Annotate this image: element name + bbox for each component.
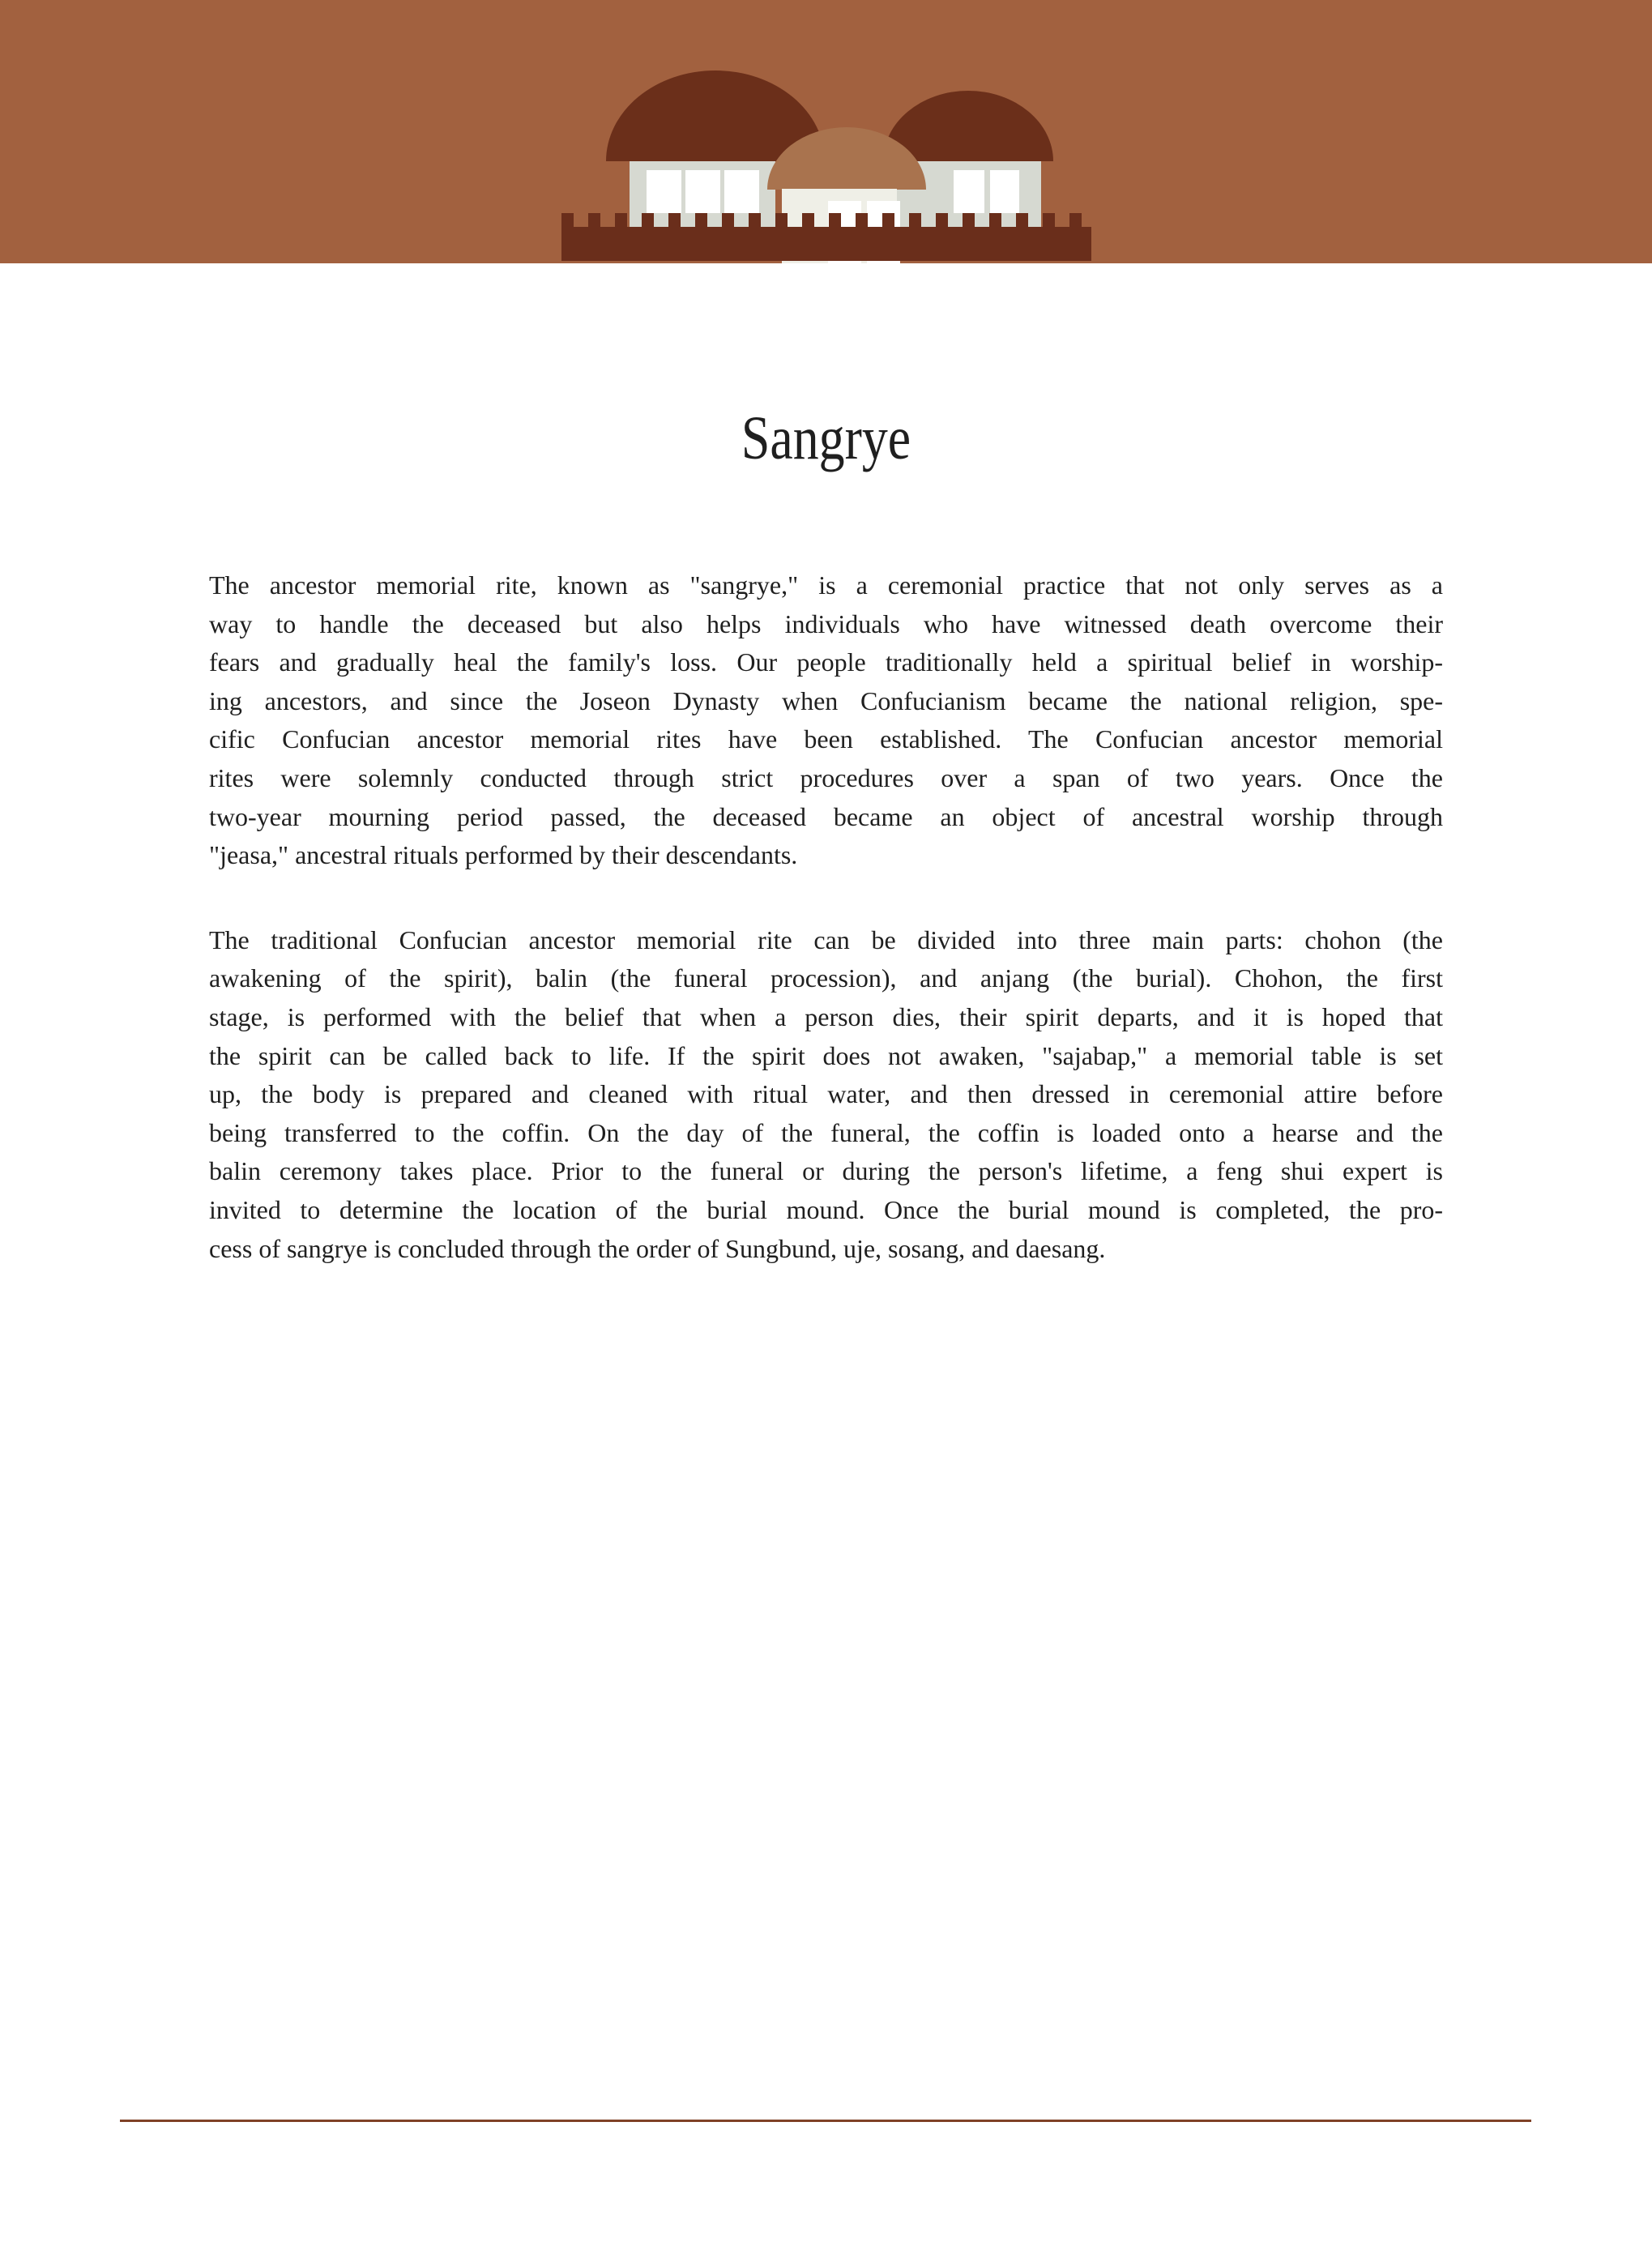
body-paragraph-1 bbox=[209, 566, 1443, 875]
text-line: invited to determine the location of the burial mound. Once the burial mound is completed, the pro- bbox=[209, 1194, 1443, 1224]
text-line: two-year mourning period passed, the deceased became an object of ancestral worship through bbox=[209, 801, 1443, 831]
text-line: up, the body is prepared and cleaned with ritual water, and then dressed in ceremonial attire before bbox=[209, 1079, 1443, 1109]
body-paragraph-2 bbox=[209, 921, 1443, 1268]
text-line: balin ceremony takes place. Prior to the funeral or during the person's lifetime, a feng shui expert is bbox=[209, 1156, 1443, 1186]
text-line: the spirit can be called back to life. If the spirit does not awaken, "sajabap," a memorial table is set bbox=[209, 1040, 1443, 1070]
text-line: being transferred to the coffin. On the day of the funeral, the coffin is loaded onto a hearse and the bbox=[209, 1117, 1443, 1147]
text-line: cess of sangrye is concluded through the order of Sungbund, uje, sosang, and daesang. bbox=[209, 1233, 1106, 1263]
footer-divider bbox=[120, 2120, 1531, 2122]
article bbox=[209, 263, 1443, 1268]
hanok-village-illustration bbox=[559, 43, 1094, 263]
rampart-wall bbox=[561, 213, 1091, 261]
text-line: cific Confucian ancestor memorial rites have been established. The Confucian ancestor memorial bbox=[209, 724, 1443, 754]
header-banner bbox=[0, 0, 1652, 263]
text-line: awakening of the spirit), balin (the funeral procession), and anjang (the burial). Chohon, the first bbox=[209, 963, 1443, 993]
text-line: rites were solemnly conducted through strict procedures over a span of two years. Once the bbox=[209, 762, 1443, 792]
text-line: The ancestor memorial rite, known as "sangrye," is a ceremonial practice that not only serves as a bbox=[209, 570, 1443, 600]
page-title-text: Sangrye bbox=[741, 404, 911, 472]
text-line: "jeasa," ancestral rituals performed by their descendants. bbox=[209, 840, 798, 870]
text-line: way to handle the deceased but also helps individuals who have witnessed death overcome their bbox=[209, 608, 1443, 638]
text-line: ing ancestors, and since the Joseon Dynasty when Confucianism became the national religion, spe- bbox=[209, 685, 1443, 715]
page-title bbox=[209, 263, 1443, 472]
text-line: fears and gradually heal the family's loss. Our people traditionally held a spiritual belief in worship- bbox=[209, 647, 1443, 677]
text-line: The traditional Confucian ancestor memorial rite can be divided into three main parts: chohon (the bbox=[209, 924, 1443, 954]
text-line: stage, is performed with the belief that when a person dies, their spirit departs, and it is hoped that bbox=[209, 1001, 1443, 1031]
